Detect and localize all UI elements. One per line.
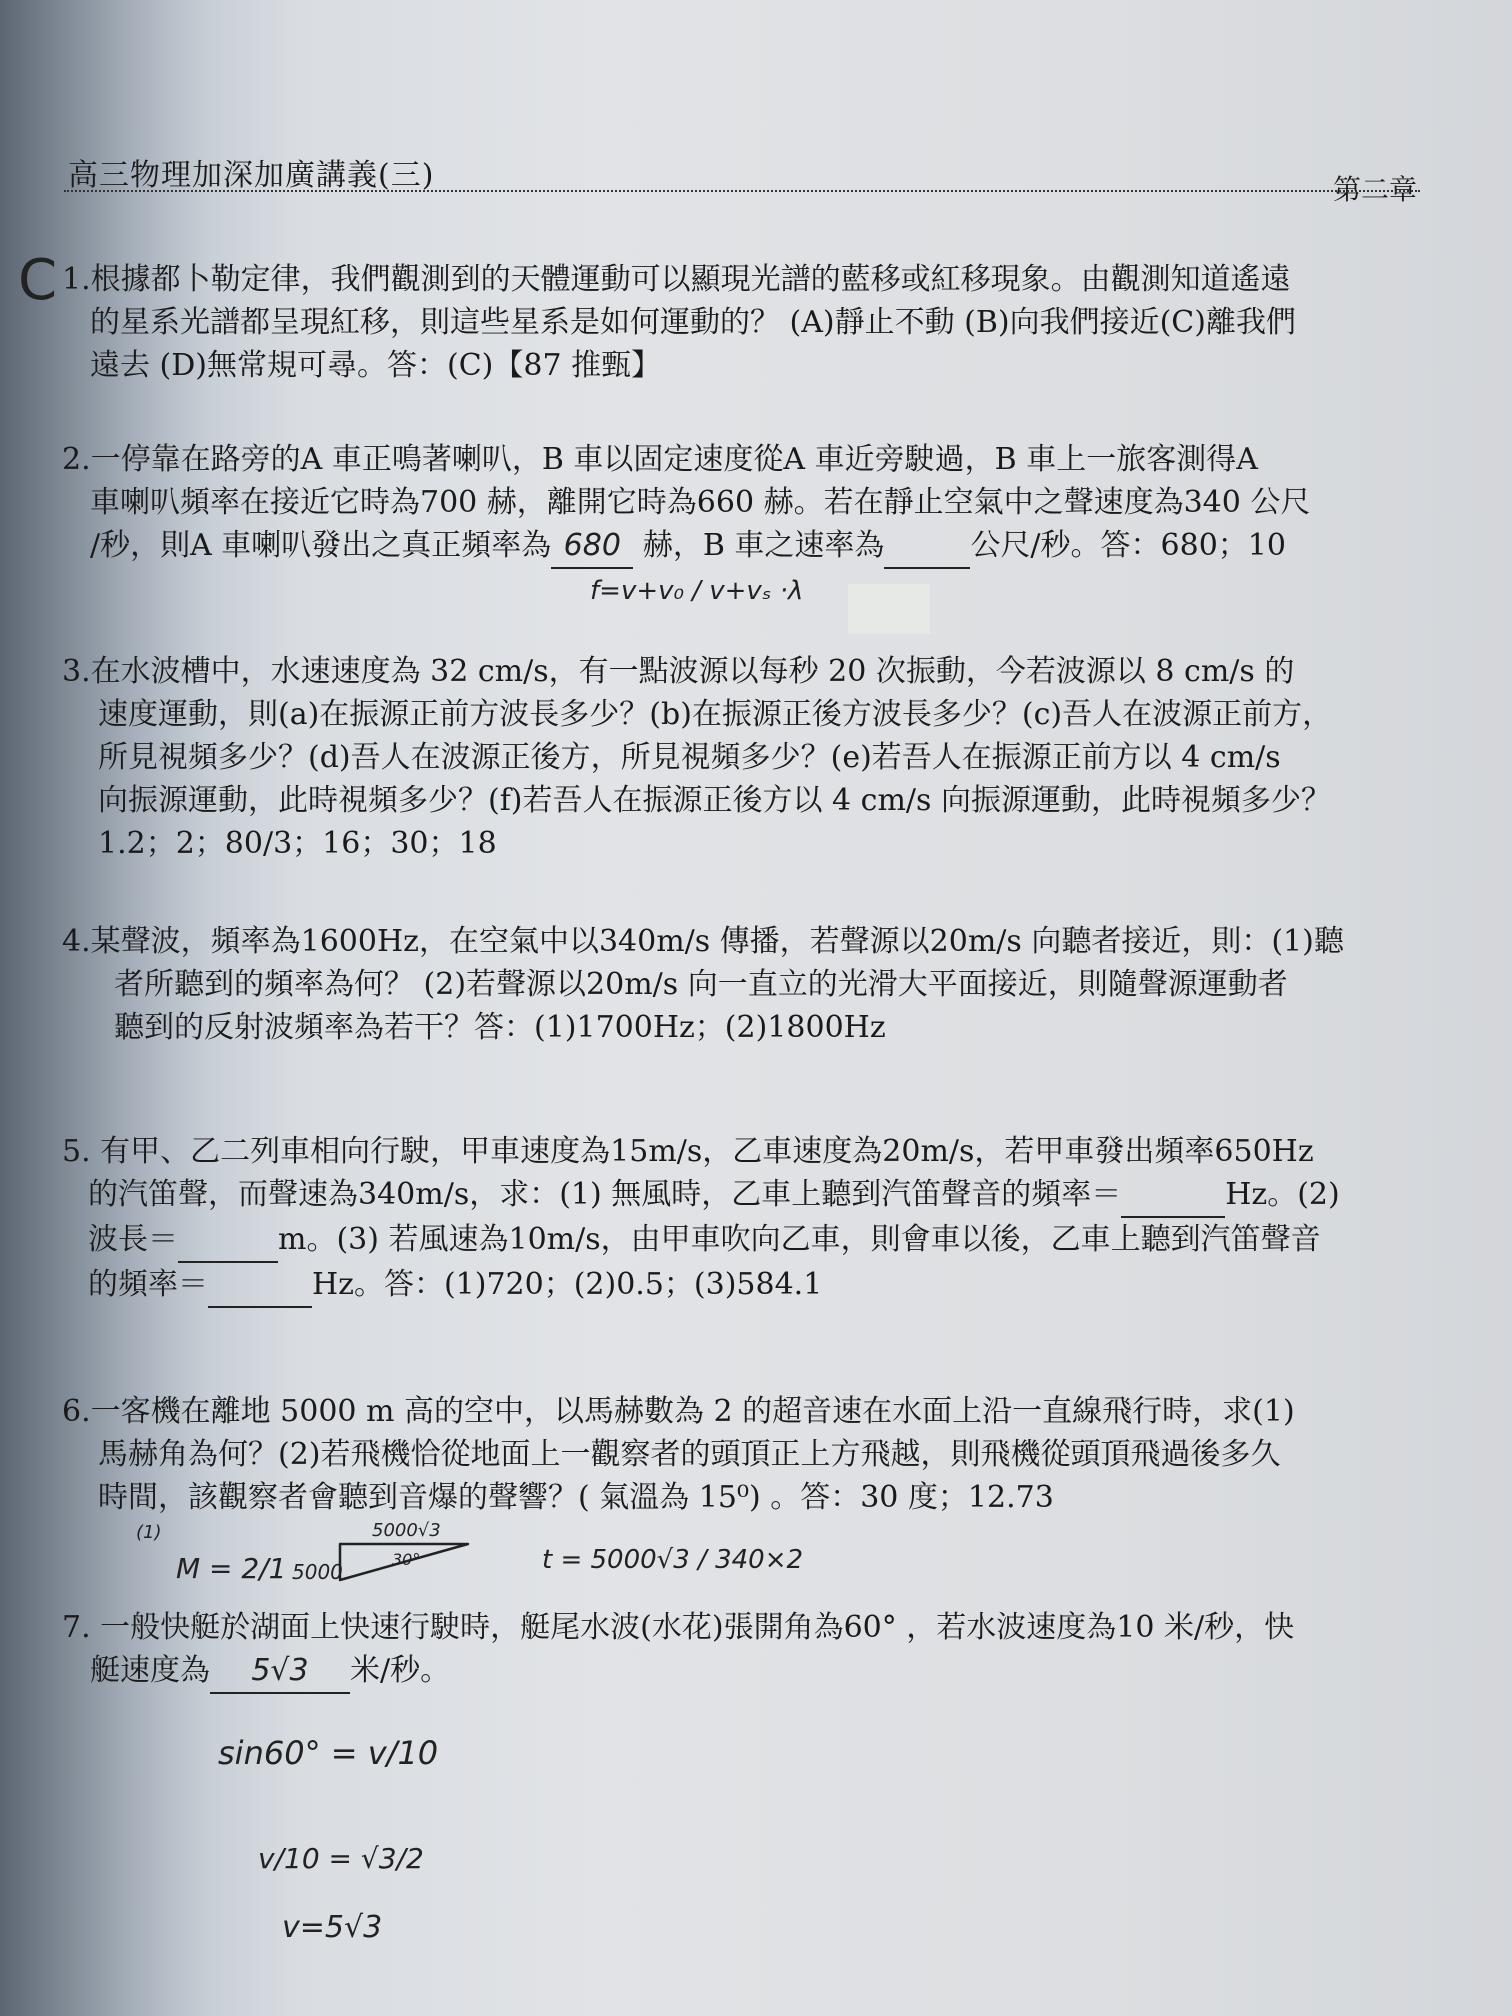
q5-text: 的汽笛聲，而聲速為340m/s，求：(1) 無風時，乙車上聽到汽笛聲音的頻率＝ bbox=[88, 1177, 1122, 1212]
q4-line: 4.某聲波，頻率為1600Hz，在空氣中以340m/s 傳播，若聲源以20m/s 向聽者接近，則：(1)聽 bbox=[62, 924, 1344, 959]
q7-handwritten-answer: 5√3 bbox=[251, 1653, 309, 1688]
q1-line: 遠去 (D)無常規可尋。答：(C)【87 推甄】 bbox=[90, 348, 662, 383]
q6-line: 6.一客機在離地 5000 m 高的空中，以馬赫數為 2 的超音速在水面上沿一直線飛行時，求(1) bbox=[62, 1394, 1295, 1429]
question-1 bbox=[62, 258, 1296, 387]
header-divider bbox=[64, 190, 1420, 192]
question-6 bbox=[62, 1390, 1295, 1519]
q5-text: Hz。答：(1)720；(2)0.5；(3)584.1 bbox=[312, 1267, 823, 1302]
q5-text: 的頻率＝ bbox=[88, 1267, 208, 1302]
question-5 bbox=[62, 1130, 1340, 1308]
q5-text: Hz。(2) bbox=[1225, 1177, 1340, 1212]
q2-text: /秒，則A 車喇叭發出之真正頻率為 bbox=[90, 528, 552, 563]
q3-line: 向振源運動，此時視頻多少？(f)若吾人在振源正後方以 4 cm/s 向振源運動，此時視頻多少？ bbox=[98, 783, 1331, 818]
q5-text: m。(3) 若風速為10m/s，由甲車吹向乙車，則會車以後，乙車上聽到汽笛聲音 bbox=[278, 1222, 1321, 1257]
q3-answer-line: 1.2；2；80/3；16；30；18 bbox=[98, 826, 497, 861]
q7-text: 艇速度為 bbox=[90, 1653, 210, 1688]
q3-line: 速度運動，則(a)在振源正前方波長多少？(b)在振源正後方波長多少？(c)吾人在波源正前方， bbox=[98, 697, 1333, 732]
q2-line: 2.一停靠在路旁的A 車正鳴著喇叭，B 車以固定速度從A 車近旁駛過，B 車上一旅客測得A bbox=[62, 442, 1258, 477]
q5-line bbox=[62, 1263, 1340, 1308]
q5-answer-blank-2[interactable] bbox=[178, 1218, 278, 1263]
q7-work-step-2: v/10 = √3/2 bbox=[258, 1842, 424, 1875]
q2-handwritten-work: f=v+v₀ / v+vₛ ·λ bbox=[590, 576, 804, 606]
question-7 bbox=[62, 1606, 1294, 1694]
q3-line: 所見視頻多少？(d)吾人在波源正後方，所見視頻多少？(e)若吾人在振源正前方以 4 cm/s bbox=[98, 740, 1281, 775]
paper-sticky-note bbox=[848, 584, 930, 634]
q7-line: 7. 一般快艇於湖面上快速行駛時，艇尾水波(水花)張開角為60° ，若水波速度為10 米/秒，快 bbox=[62, 1610, 1295, 1645]
q7-text: 米/秒。 bbox=[350, 1653, 451, 1688]
q2-handwritten-answer: 680 bbox=[563, 528, 621, 563]
question-2 bbox=[62, 438, 1310, 569]
q4-line: 者所聽到的頻率為何？ (2)若聲源以20m/s 向一直立的光滑大平面接近，則隨聲源運動者 bbox=[114, 967, 1288, 1002]
question-3 bbox=[62, 650, 1332, 865]
q2-answer-blank-frequency[interactable] bbox=[551, 524, 633, 569]
q6-work-mach: M = 2/1 bbox=[176, 1552, 287, 1585]
q1-line: 的星系光譜都呈現紅移，則這些星系是如何運動的？ (A)靜止不動 (B)向我們接近(C)離我們 bbox=[90, 305, 1296, 340]
q5-answer-blank-3[interactable] bbox=[208, 1263, 312, 1308]
q3-line: 3.在水波槽中，水速速度為 32 cm/s，有一點波源以每秒 20 次振動，今若波源以 8 cm/s 的 bbox=[62, 654, 1295, 689]
q5-answer-blank-1[interactable] bbox=[1121, 1173, 1225, 1218]
q2-line bbox=[62, 524, 1310, 569]
q2-answer-blank-speed[interactable] bbox=[884, 524, 970, 569]
q1-answer-mark: C bbox=[18, 248, 58, 313]
q7-work-step-1: sin60° = v/10 bbox=[218, 1734, 439, 1772]
q6-work-top: 5000√3 bbox=[372, 1520, 441, 1541]
chapter-label: 第二章 bbox=[1332, 173, 1417, 206]
q6-work-side: 5000 bbox=[292, 1560, 343, 1584]
worksheet-title: 高三物理加深加廣講義(三) bbox=[68, 158, 435, 193]
q6-work-label: (1) bbox=[136, 1522, 162, 1543]
q2-line: 車喇叭頻率在接近它時為700 赫，離開它時為660 赫。若在靜止空氣中之聲速度為340 公尺 bbox=[90, 485, 1311, 520]
q2-text: 赫，B 車之速率為 bbox=[633, 528, 885, 563]
q1-line: 1.根據都卜勒定律，我們觀測到的天體運動可以顯現光譜的藍移或紅移現象。由觀測知道遙遠 bbox=[62, 262, 1291, 297]
q5-line bbox=[62, 1173, 1340, 1218]
q6-line: 馬赫角為何？(2)若飛機恰從地面上一觀察者的頭頂正上方飛越，則飛機從頭頂飛過後多久 bbox=[98, 1437, 1281, 1472]
q7-line bbox=[62, 1649, 1294, 1694]
q6-work-angle: 30° bbox=[392, 1550, 421, 1569]
q5-line bbox=[62, 1218, 1340, 1263]
q7-answer-blank[interactable] bbox=[210, 1649, 350, 1694]
q4-line: 聽到的反射波頻率為若干？答：(1)1700Hz；(2)1800Hz bbox=[114, 1010, 886, 1045]
q6-line: 時間，該觀察者會聽到音爆的聲響？( 氣溫為 15⁰) 。答：30 度；12.73 bbox=[98, 1480, 1054, 1515]
q6-work-time: t = 5000√3 / 340×2 bbox=[542, 1545, 804, 1575]
question-4 bbox=[62, 920, 1344, 1049]
q5-text: 波長＝ bbox=[88, 1222, 178, 1257]
q5-line: 5. 有甲、乙二列車相向行駛，甲車速度為15m/s，乙車速度為20m/s，若甲車發出頻率650Hz bbox=[62, 1134, 1314, 1169]
q6-triangle-sketch bbox=[338, 1540, 472, 1586]
q7-work-step-3: v=5√3 bbox=[282, 1910, 383, 1945]
q2-text: 公尺/秒。答：680；10 bbox=[970, 528, 1286, 563]
